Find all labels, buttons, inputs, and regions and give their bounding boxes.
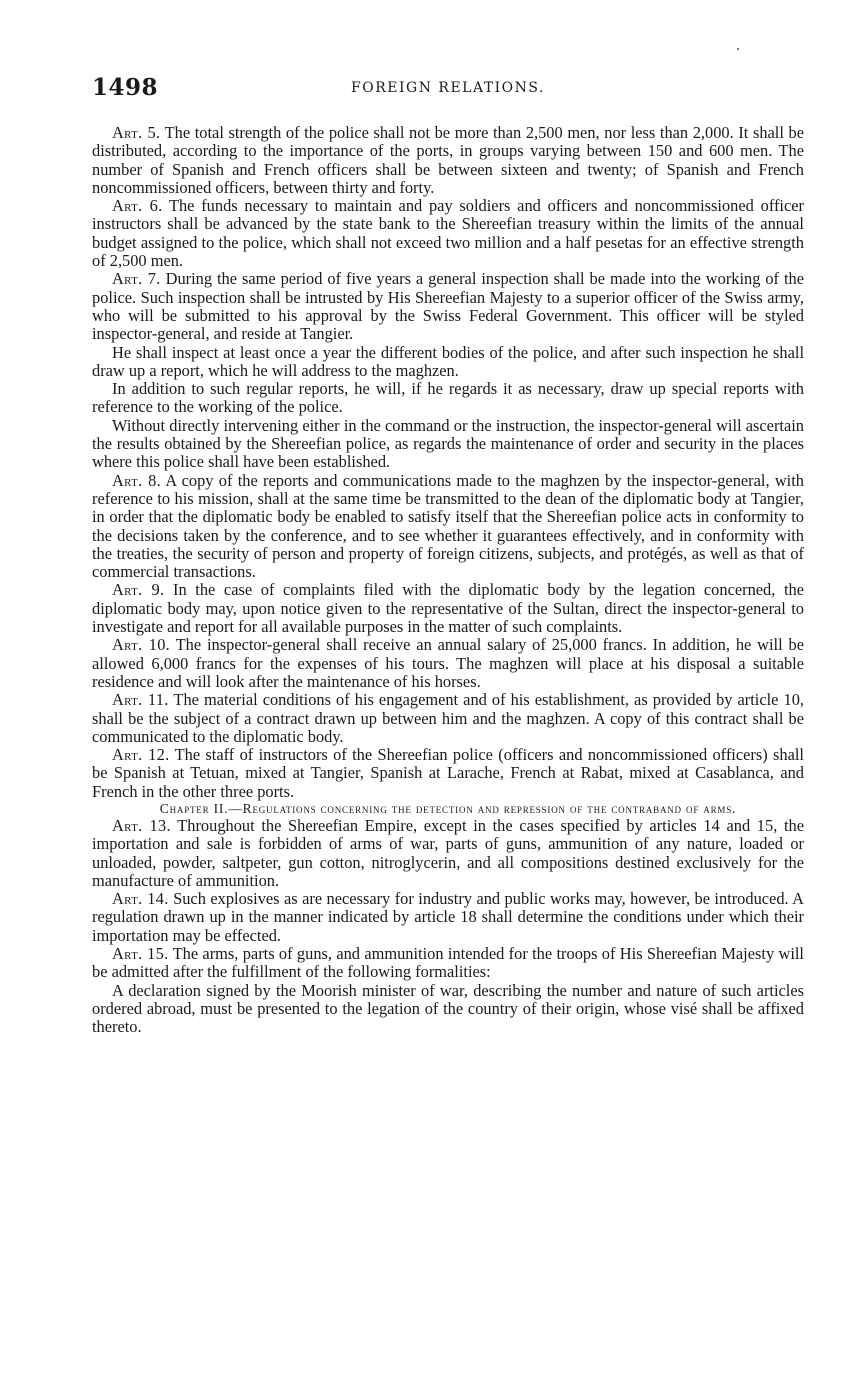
- chapter-heading: Chapter II.—Regulations concerning the detection and repression of the contraband of arms.: [159, 800, 737, 816]
- article-label: Art. 5.: [112, 123, 161, 142]
- article-label: Art. 7.: [112, 269, 161, 289]
- running-head: FOREIGN RELATIONS.: [351, 80, 545, 96]
- paragraph-art-12: Art. 12. The staff of instructors of the Shereefian police (officers and noncommissioned officers) shall be Spanish at Tetuan, mixed at Tangier, Spanish at Larache, French at Rabat, mixed at Casablanca, and French in the other three ports.: [92, 745, 804, 801]
- page-header: [92, 74, 804, 106]
- paragraph-art-9: Art. 9. In the case of complaints filed with the diplomatic body by the legation concerned, the diplomatic body may, upon notice given to the representative of the Sultan, direct the inspector-general to investigate and report for all available purposes in the matter of such complaints.: [92, 580, 804, 637]
- scan-speck: [737, 48, 739, 50]
- paragraph: Without directly intervening either in the command or the instruction, the inspector-general will ascertain the results obtained by the Shereefian police, as regards the maintenance of order and security in the places where this police shall have been established.: [92, 415, 804, 472]
- paragraph-art-8: Art. 8. A copy of the reports and communications made to the maghzen by the inspector-general, with reference to his mission, shall at the same time be transmitted to the dean of the diplomatic body at Tangier, in order that the diplomatic body be enabled to satisfy itself that the Shereefian police acts in conformity to the decisions taken by the conference, and to see whether it guarantees effectively, and in conformity with the treaties, the security of person and property of foreign citizens, subjects, and protégés, as well as that of commercial transactions.: [92, 470, 804, 582]
- paragraph-art-5: Art. 5. The total strength of the police shall not be more than 2,500 men, nor less than 2,000. It shall be distributed, according to the importance of the ports, in groups varying between 150 and 600 men. The number of Spanish and French officers shall be between sixteen and twenty; of Spanish and French noncommissioned officers, between thirty and forty.: [92, 123, 804, 197]
- paragraph-art-15: Art. 15. The arms, parts of guns, and ammunition intended for the troops of His Shereefian Majesty will be admitted after the fulfillment of the following formalities:: [92, 944, 804, 982]
- paragraph-art-6: Art. 6. The funds necessary to maintain and pay soldiers and officers and noncommissioned officer instructors shall be advanced by the state bank to the Shereefian treasury within the limits of the annual budget assigned to the police, which shall not exceed two million and a half pesetas for an effective strength of 2,500 men.: [92, 196, 804, 271]
- article-label: Art. 12.: [112, 745, 170, 765]
- article-label: Art. 9.: [112, 580, 165, 600]
- paragraph: He shall inspect at least once a year the different bodies of the police, and after such inspection he shall draw up a report, which he will address to the maghzen.: [92, 342, 804, 380]
- paragraph-art-14: Art. 14. Such explosives as are necessary for industry and public works may, however, be introduced. A regulation drawn up in the manner indicated by article 18 shall determine the conditions under which their importation may be effected.: [92, 889, 804, 945]
- paragraph-art-10: Art. 10. The inspector-general shall receive an annual salary of 25,000 francs. In addition, he will be allowed 6,000 francs for the expenses of his tours. The maghzen will place at his disposal a suitable residence and will look after the maintenance of his horses.: [92, 635, 804, 691]
- article-label: Art. 6.: [112, 196, 163, 216]
- article-label: Art. 11.: [112, 690, 169, 710]
- article-label: Art. 10.: [112, 635, 171, 655]
- paragraph: In addition to such regular reports, he will, if he regards it as necessary, draw up special reports with reference to the working of the police.: [92, 379, 804, 417]
- body-text: [92, 124, 804, 1037]
- page-number: 1498: [92, 74, 159, 101]
- paragraph-art-11: Art. 11. The material conditions of his engagement and of his establishment, as provided by article 10, shall be the subject of a contract drawn up between him and the maghzen. A copy of this contract shall be communicated to the diplomatic body.: [92, 690, 804, 746]
- article-label: Art. 14.: [112, 889, 169, 909]
- paragraph: A declaration signed by the Moorish minister of war, describing the number and nature of such articles ordered abroad, must be presented to the legation of the country of their origin, whose visé shall be affixed thereto.: [92, 980, 804, 1037]
- article-label: Art. 8.: [112, 470, 162, 490]
- paragraph-art-7: Art. 7. During the same period of five years a general inspection shall be made into the working of the police. Such inspection shall be intrusted by His Shereefian Majesty to a superior officer of the Swiss army, who will be submitted to his approval by the Swiss Federal Government. This officer will be styled inspector-general, and reside at Tangier.: [92, 269, 804, 344]
- paragraph-art-13: Art. 13. Throughout the Shereefian Empire, except in the cases specified by articles 14 and 15, the importation and sale is forbidden of arms of war, parts of guns, ammunition of any nature, loaded or unloaded, powder, saltpeter, gun cotton, nitroglycerin, and all compositions destined exclusively for the manufacture of ammunition.: [92, 815, 804, 890]
- article-label: Art. 13.: [112, 815, 171, 835]
- article-label: Art. 15.: [112, 944, 169, 964]
